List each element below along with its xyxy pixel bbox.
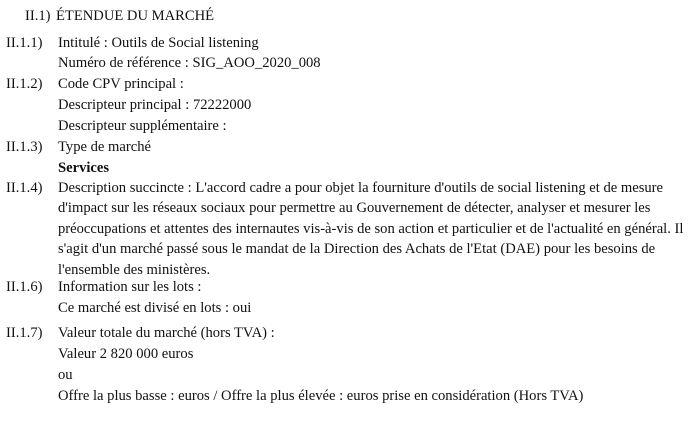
item-number-intitule: II.1.1) — [6, 35, 43, 51]
reference-number: Numéro de référence : SIG_AOO_2020_008 — [58, 55, 321, 71]
cpv-label: Code CPV principal : — [58, 76, 184, 92]
item-number-description: II.1.4) — [6, 180, 43, 196]
section-number: II.1) — [25, 8, 51, 24]
valeur-label: Valeur totale du marché (hors TVA) : — [58, 325, 275, 341]
item-number-type: II.1.3) — [6, 139, 43, 155]
valeur-or: ou — [58, 367, 73, 383]
cpv-main-descriptor: Descripteur principal : 72222000 — [58, 97, 252, 113]
type-label: Type de marché — [58, 139, 151, 155]
cpv-supplementary-descriptor: Descripteur supplémentaire : — [58, 118, 227, 134]
intitule-label: Intitulé : Outils de Social listening — [58, 35, 259, 51]
valeur-range: Offre la plus basse : euros / Offre la plus élevée : euros prise en considération (Hors TVA) — [58, 388, 584, 404]
type-value: Services — [58, 160, 110, 176]
lots-value: Ce marché est divisé en lots : oui — [58, 300, 252, 316]
lots-label: Information sur les lots : — [58, 279, 202, 295]
item-number-cpv: II.1.2) — [6, 76, 43, 92]
description-text: Description succincte : L'accord cadre a pour objet la fourniture d'outils de social listening et de mesure d'impact sur les réseaux sociaux pour permettre au Gouvernement de détecter, analyser et mesurer les préoccupations et attentes des internautes vis-à-vis de son action et particulier et de l'actualité en général. Il s'agit d'un marché passé sous le mandat de la Direction des Achats de l'Etat (DAE) pour les besoins de l'ensemble des ministères. — [58, 180, 684, 278]
section-title: ÉTENDUE DU MARCHÉ — [56, 8, 215, 24]
item-number-lots: II.1.6) — [6, 279, 43, 295]
item-number-valeur: II.1.7) — [6, 325, 43, 341]
valeur-amount: Valeur 2 820 000 euros — [58, 346, 194, 362]
